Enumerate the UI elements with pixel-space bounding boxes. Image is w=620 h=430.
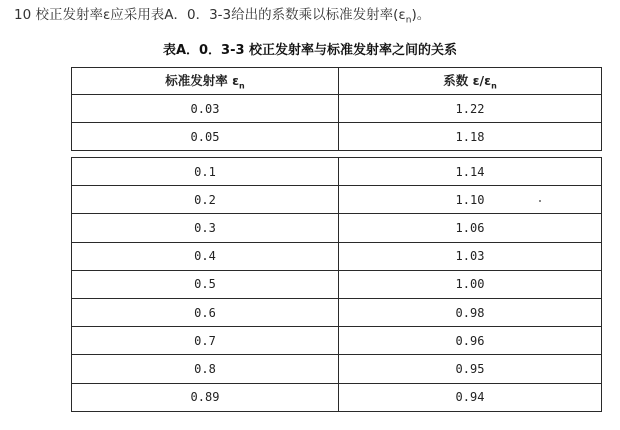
- cell-emissivity: 0.05: [72, 123, 339, 151]
- cell-coefficient: 1.10: [339, 186, 602, 214]
- cell-coefficient: 0.96: [339, 327, 602, 355]
- cell-coefficient: 1.14: [339, 158, 602, 186]
- header-col1-subscript: n: [239, 81, 245, 91]
- cell-emissivity: 0.4: [72, 242, 339, 270]
- table-row: [72, 242, 602, 270]
- cell-emissivity: 0.3: [72, 214, 339, 242]
- intro-subscript: n: [405, 15, 412, 26]
- table-header-row: [72, 68, 602, 95]
- header-standard-emissivity: [72, 68, 339, 95]
- cell-emissivity: 0.5: [72, 270, 339, 298]
- cell-emissivity: 0.03: [72, 95, 339, 123]
- header-col2-subscript: n: [491, 81, 497, 91]
- intro-paragraph: [14, 4, 430, 32]
- cell-emissivity: 0.8: [72, 355, 339, 383]
- table-row: [72, 214, 602, 242]
- cell-coefficient: 0.95: [339, 355, 602, 383]
- table-title: 表A．0．3-3 校正发射率与标准发射率之间的关系: [162, 43, 458, 58]
- cell-coefficient: 1.03: [339, 242, 602, 270]
- cell-emissivity: 0.89: [72, 383, 339, 411]
- header-coefficient: [339, 68, 602, 95]
- table-row: [72, 270, 602, 298]
- cell-coefficient: 0.98: [339, 298, 602, 326]
- intro-text-prefix: 10 校正发射率ε应采用表A．0．3-3给出的系数乘以标准发射率(ε: [14, 7, 406, 23]
- cell-coefficient: 1.18: [339, 123, 602, 151]
- table-row: [72, 298, 602, 326]
- cell-emissivity: 0.6: [72, 298, 339, 326]
- cell-coefficient: 1.22: [339, 95, 602, 123]
- cell-emissivity: 0.1: [72, 158, 339, 186]
- table-row: [72, 355, 602, 383]
- cell-coefficient: 1.00: [339, 270, 602, 298]
- table-row: [72, 186, 602, 214]
- cell-coefficient: 1.06: [339, 214, 602, 242]
- intro-text-suffix: )。: [411, 7, 431, 23]
- cell-coefficient: 0.94: [339, 383, 602, 411]
- emissivity-table-part-1: [71, 67, 602, 151]
- table-row: [72, 95, 602, 123]
- cell-emissivity: 0.7: [72, 327, 339, 355]
- table-row: [72, 123, 602, 151]
- header-col1-text: 标准发射率 ε: [165, 73, 240, 89]
- table-row: [72, 158, 602, 186]
- table-row: [72, 327, 602, 355]
- header-col2-text: 系数 ε/ε: [443, 73, 492, 89]
- emissivity-table-part-2: [71, 157, 602, 412]
- cell-emissivity: 0.2: [72, 186, 339, 214]
- table-row: [72, 383, 602, 411]
- scan-speck: [539, 200, 541, 202]
